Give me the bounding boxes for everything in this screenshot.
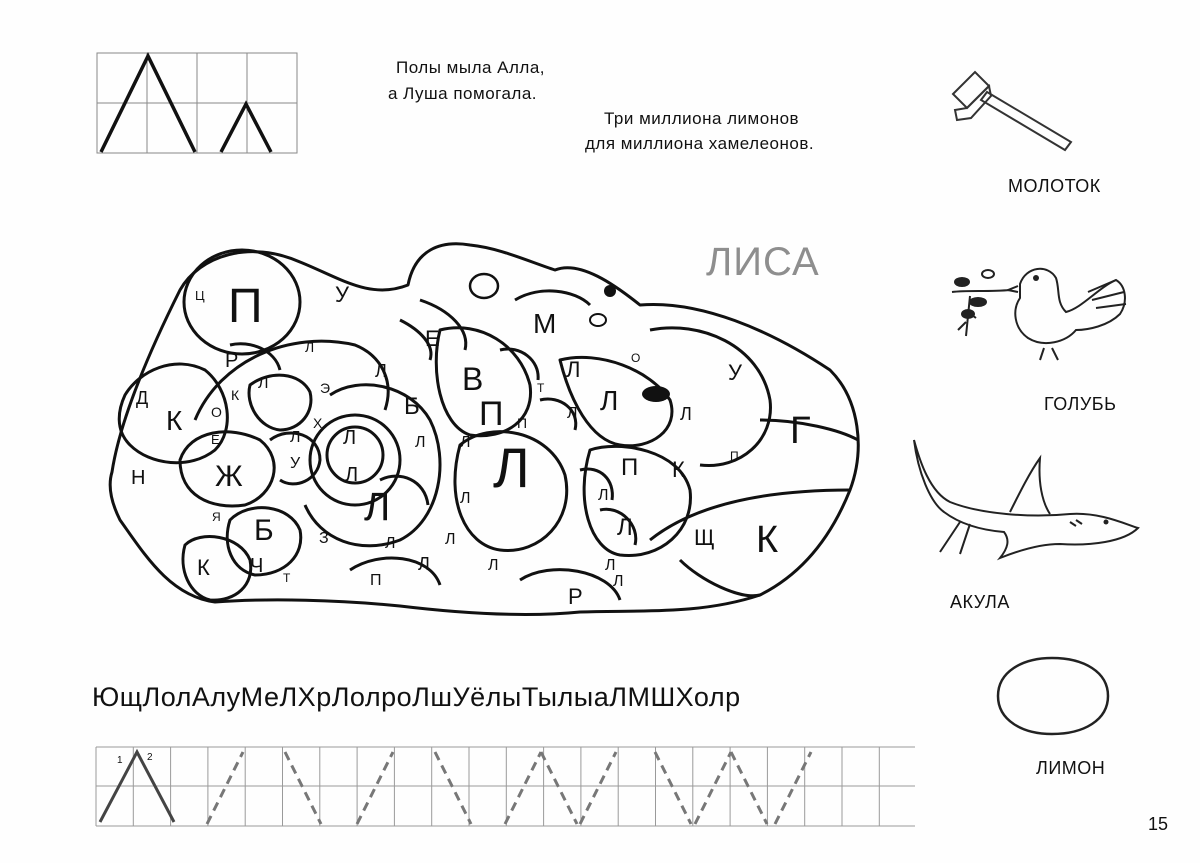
- puzzle-letter: Л: [345, 464, 359, 486]
- puzzle-letter: У: [290, 455, 301, 472]
- puzzle-letter: Л: [415, 434, 426, 451]
- puzzle-letter: Щ: [694, 525, 715, 550]
- puzzle-letter: Л: [290, 429, 301, 446]
- puzzle-letter: Е: [211, 432, 220, 447]
- stroke-number-2: 2: [147, 752, 153, 763]
- dashed-tracing-stroke: [580, 752, 616, 824]
- puzzle-letter: Л: [493, 436, 530, 499]
- shark-icon: [900, 432, 1145, 562]
- puzzle-letter: К: [756, 519, 779, 561]
- dove-icon: [948, 256, 1138, 368]
- puzzle-letter: Ж: [215, 460, 243, 493]
- traced-letter-l: [100, 752, 174, 822]
- tracing-grid: [95, 746, 917, 828]
- capital-l-sample: [101, 56, 195, 152]
- puzzle-letter: Д: [136, 388, 149, 408]
- fox-nose: [604, 285, 616, 297]
- letter-sample-grid: [96, 52, 298, 156]
- puzzle-letter: Г: [790, 410, 811, 452]
- puzzle-letter: Х: [313, 415, 323, 431]
- page-number: 15: [1148, 814, 1169, 834]
- poem-line-1: Полы мыла Алла,: [396, 58, 546, 77]
- puzzle-letter: К: [197, 555, 210, 580]
- puzzle-letter: П: [228, 280, 263, 333]
- puzzle-letter: Л: [460, 490, 471, 507]
- dashed-tracing-stroke: [207, 752, 243, 824]
- puzzle-letter: О: [631, 351, 641, 365]
- puzzle-letter: Л: [343, 427, 357, 449]
- stroke-number-1: 1: [117, 755, 123, 766]
- puzzle-letter: М: [533, 308, 557, 339]
- small-l-sample: [221, 104, 271, 152]
- puzzle-letter: К: [166, 405, 183, 436]
- puzzle-letter: П: [730, 449, 739, 463]
- poem-line-4: для миллиона хамелеонов.: [585, 134, 815, 153]
- puzzle-letter: Л: [566, 357, 581, 382]
- dashed-tracing-stroke: [357, 752, 393, 824]
- puzzle-letter: П: [370, 572, 382, 589]
- puzzle-letter: Л: [364, 485, 391, 529]
- dashed-tracing-stroke: [655, 752, 691, 824]
- poem-line-2: а Луша помогала.: [388, 84, 538, 103]
- puzzle-letter: У: [335, 282, 349, 307]
- puzzle-letter: Л: [598, 487, 609, 504]
- puzzle-letter: Р: [568, 584, 583, 609]
- puzzle-letter: Л: [680, 404, 692, 424]
- puzzle-letter: Т: [283, 571, 291, 585]
- dashed-tracing-stroke: [285, 752, 321, 824]
- dashed-tracing-stroke: [731, 752, 767, 824]
- fox-eye: [642, 386, 670, 402]
- puzzle-letter: Ч: [250, 555, 264, 577]
- puzzle-letter: Л: [418, 554, 430, 574]
- puzzle-letter: Л: [567, 405, 578, 422]
- letter-stripe: ЮщЛолАлуМеЛХрЛолроЛшУёлыТылыаЛМШХолр: [92, 682, 741, 712]
- dashed-tracing-stroke: [695, 752, 731, 824]
- puzzle-letter: Л: [613, 573, 624, 590]
- caption-shark: АКУЛА: [950, 592, 1010, 612]
- puzzle-letter: Р: [225, 350, 239, 372]
- hammer-icon: [945, 62, 1080, 152]
- puzzle-letter: П: [479, 395, 504, 433]
- poem-line-3: Три миллиона лимонов: [604, 109, 800, 128]
- puzzle-letter: Л: [488, 557, 499, 574]
- caption-hammer: МОЛОТОК: [1008, 176, 1101, 196]
- puzzle-letter: Е: [425, 326, 440, 351]
- puzzle-letter: У: [728, 360, 742, 385]
- puzzle-letter: З: [319, 530, 329, 547]
- puzzle-letter: Л: [445, 531, 456, 548]
- puzzle-letter: Э: [320, 380, 331, 396]
- puzzle-word: ЛИСА: [706, 240, 820, 284]
- puzzle-letter: П: [517, 415, 528, 431]
- puzzle-letter: Л: [375, 361, 387, 381]
- puzzle-letter: Л: [305, 339, 315, 355]
- puzzle-letter: Л: [600, 385, 619, 416]
- puzzle-letter: Л: [605, 557, 616, 574]
- puzzle-letter: П: [621, 454, 639, 481]
- puzzle-letter: В: [462, 361, 484, 397]
- fox-coloring-puzzle: [100, 232, 870, 622]
- puzzle-letter: О: [211, 404, 222, 420]
- caption-dove: ГОЛУБЬ: [1044, 394, 1117, 414]
- puzzle-letter: Б: [254, 514, 274, 547]
- puzzle-letter: Ц: [195, 288, 205, 303]
- caption-lemon: ЛИМОН: [1036, 758, 1106, 778]
- puzzle-letter: К: [231, 387, 240, 403]
- puzzle-letter: Л: [385, 535, 396, 552]
- puzzle-letter: Л: [460, 434, 471, 451]
- puzzle-letter: Л: [617, 514, 633, 541]
- puzzle-letter: К: [672, 457, 685, 482]
- dashed-tracing-stroke: [435, 752, 471, 824]
- dashed-tracing-stroke: [505, 752, 541, 824]
- puzzle-letter: Я: [212, 510, 221, 524]
- puzzle-letter: Н: [131, 467, 146, 489]
- dashed-tracing-stroke: [541, 752, 577, 824]
- puzzle-letter: Т: [537, 381, 545, 395]
- puzzle-letter: Л: [258, 375, 269, 392]
- lemon-icon: [992, 650, 1114, 742]
- dashed-tracing-stroke: [775, 752, 811, 824]
- puzzle-letter: Б: [404, 393, 420, 420]
